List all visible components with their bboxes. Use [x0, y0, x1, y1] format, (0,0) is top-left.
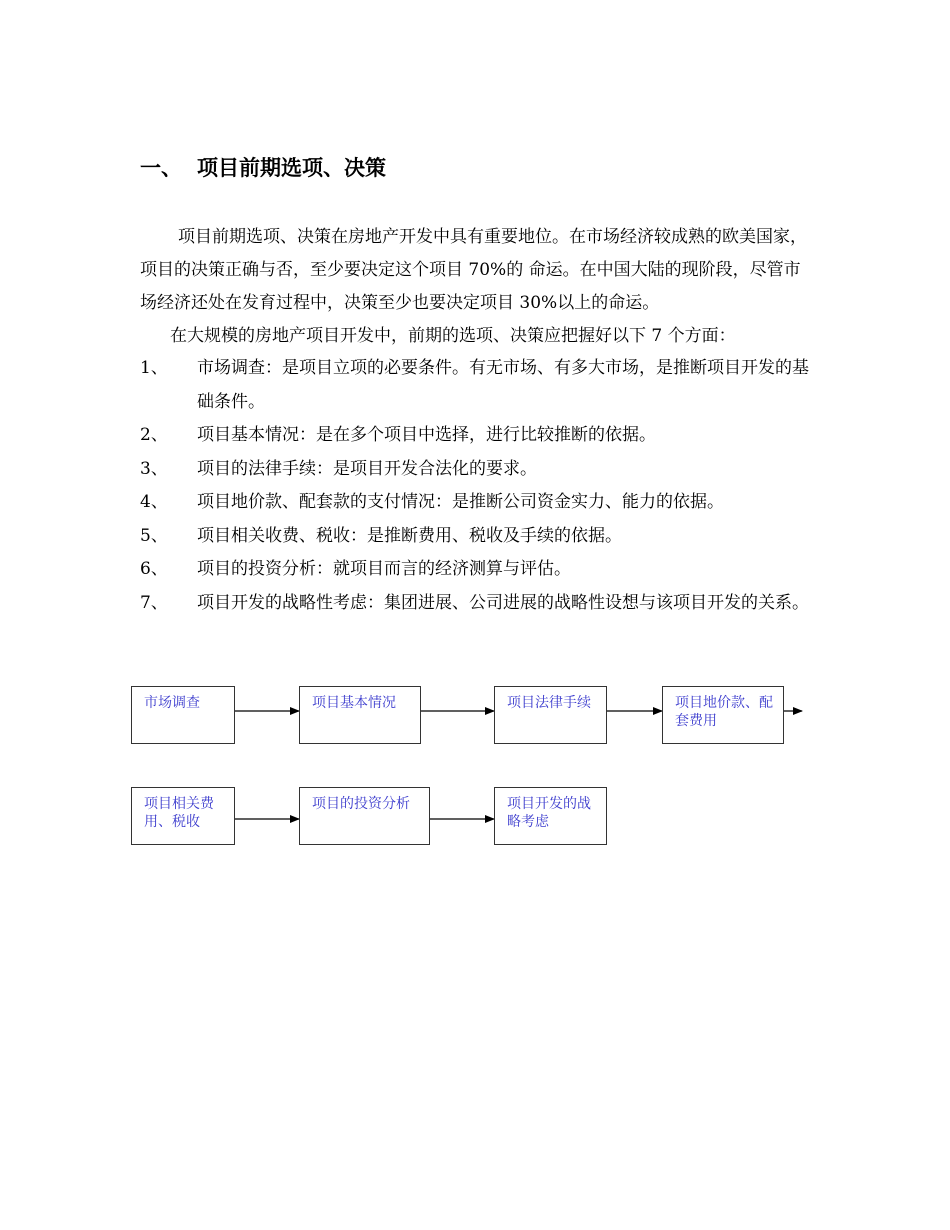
flow-box-market-survey: 市场调查 — [131, 686, 235, 744]
intro-paragraph: 项目前期选项、决策在房地产开发中具有重要地位。在市场经济较成熟的欧美国家，项目的决策正确与否，至少要决定这个项目 70%的 命运。在中国大陆的现阶段，尽管市场经济还处在发育过程中，决策至少也要决定项目 30%以上的命运。 — [140, 227, 807, 313]
flow-box-legal-procedures: 项目法律手续 — [494, 686, 607, 744]
list-item-number: 1、 — [140, 358, 168, 378]
list-item-text: 市场调查：是项目立项的必要条件。有无市场、有多大市场，是推断项目开发的基础条件。 — [197, 358, 809, 412]
flow-box-land-price: 项目地价款、配套费用 — [662, 686, 784, 744]
section-number: 一、 — [140, 156, 182, 180]
list-item-number: 7、 — [140, 592, 168, 613]
list-item-text: 项目的投资分析：就项目而言的经济测算与评估。 — [197, 559, 571, 579]
section-title: 项目前期选项、决策 — [197, 156, 386, 180]
flow-box-strategy: 项目开发的战略考虑 — [494, 787, 607, 845]
list-item-text: 项目地价款、配套款的支付情况：是推断公司资金实力、能力的依据。 — [197, 492, 724, 512]
list-intro-paragraph: 在大规模的房地产项目开发中，前期的选项、决策应把握好以下 7 个方面： — [170, 326, 736, 346]
list-item-number: 5、 — [140, 525, 168, 546]
flow-box-fees-taxes: 项目相关费用、税收 — [131, 787, 235, 845]
list-item-number: 2、 — [140, 425, 168, 445]
list-item-text: 项目基本情况：是在多个项目中选择，进行比较推断的依据。 — [197, 425, 656, 445]
list-item-number: 3、 — [140, 458, 168, 479]
flow-box-investment-analysis: 项目的投资分析 — [299, 787, 430, 845]
list-item-number: 4、 — [140, 492, 168, 512]
list-item-text: 项目的法律手续：是项目开发合法化的要求。 — [197, 458, 537, 479]
flow-box-project-basics: 项目基本情况 — [299, 686, 421, 744]
list-item-text: 项目开发的战略性考虑：集团进展、公司进展的战略性设想与该项目开发的关系。 — [197, 592, 809, 613]
list-item-text: 项目相关收费、税收：是推断费用、税收及手续的依据。 — [197, 525, 622, 546]
list-item-number: 6、 — [140, 559, 168, 579]
